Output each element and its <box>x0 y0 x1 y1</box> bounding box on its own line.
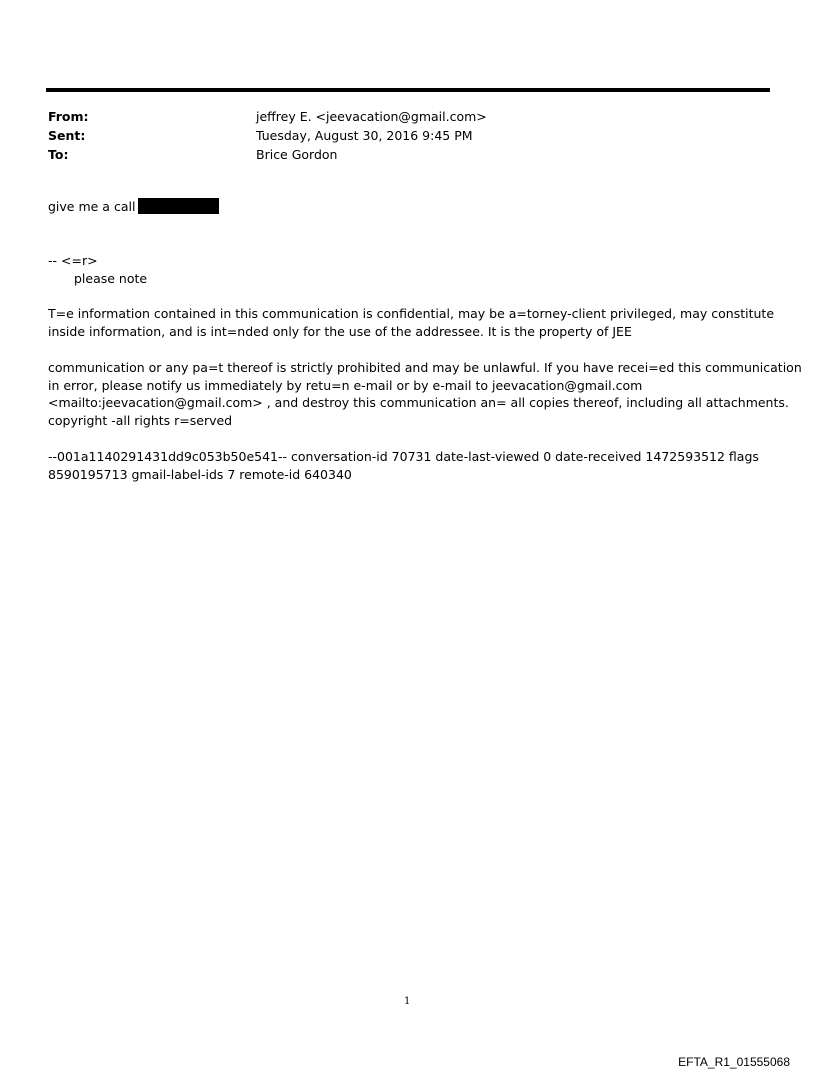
disclaimer-paragraph-2 <box>48 359 802 429</box>
greeting-line <box>48 198 219 216</box>
sent-row <box>48 126 487 145</box>
to-row <box>48 145 487 164</box>
signature-note: please note <box>74 270 148 286</box>
greeting-text: give me a call <box>48 199 136 214</box>
header-divider <box>46 88 770 92</box>
sent-label: Sent: <box>48 128 86 143</box>
from-row <box>48 107 487 126</box>
disclaimer-paragraph-1 <box>48 305 774 340</box>
from-label: From: <box>48 109 89 124</box>
disclaimer-line: copyright -all rights r=served <box>48 412 233 428</box>
email-header <box>48 107 487 164</box>
sent-value: Tuesday, August 30, 2016 9:45 PM <box>256 128 473 143</box>
page-number: 1 <box>404 996 411 1007</box>
disclaimer-line: inside information, and is int=nded only for the use of the addressee. It is the property of JEE <box>48 323 632 339</box>
metadata-line: --001a1140291431dd9c053b50e541-- conversation-id 70731 date-last-viewed 0 date-received 1472593512 flags <box>48 449 759 464</box>
signature-block <box>48 252 147 287</box>
to-value: Brice Gordon <box>256 147 338 162</box>
disclaimer-line: communication or any pa=t thereof is strictly prohibited and may be unlawful. If you have recei=ed this communication <box>48 360 802 375</box>
from-value: jeffrey E. <jeevacation@gmail.com> <box>256 109 487 124</box>
signature-separator: -- <=r> <box>48 253 98 268</box>
message-metadata <box>48 448 759 483</box>
disclaimer-line: <mailto:jeevacation@gmail.com> , and destroy this communication an= all copies thereof, including all attachments. <box>48 395 789 410</box>
disclaimer-line: T=e information contained in this communication is confidential, may be a=torney-client privileged, may constitute <box>48 306 775 321</box>
metadata-line: 8590195713 gmail-label-ids 7 remote-id 640340 <box>48 466 352 482</box>
to-label: To: <box>48 147 69 162</box>
redaction-box <box>138 198 219 214</box>
bates-number: EFTA_R1_01555068 <box>678 1055 790 1069</box>
disclaimer-line: in error, please notify us immediately by retu=n e-mail or by e-mail to jeevacation@gmail.com <box>48 377 643 393</box>
